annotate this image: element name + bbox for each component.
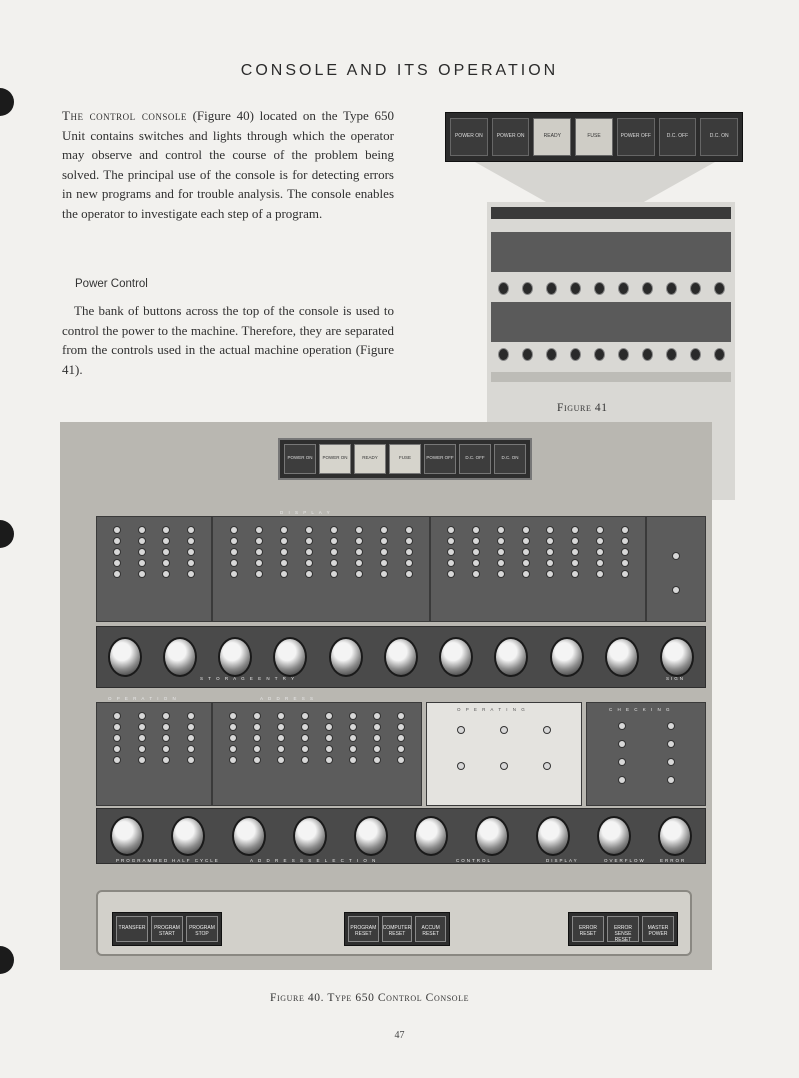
- indicator-light: [381, 549, 387, 555]
- indicator-light: [230, 735, 236, 741]
- indicator-light: [114, 757, 120, 763]
- console-key: ERROR RESET: [572, 916, 604, 942]
- indicator-light: [139, 527, 145, 533]
- indicator-light: [163, 757, 169, 763]
- indicator-light: [547, 527, 553, 533]
- indicator-light: [188, 538, 194, 544]
- indicator-light: [188, 724, 194, 730]
- console-key: D.C. OFF: [659, 118, 697, 156]
- indicator-light: [139, 713, 145, 719]
- indicator-light: [406, 571, 412, 577]
- indicator-light: [523, 527, 529, 533]
- intro-lead: The control console: [62, 108, 187, 123]
- power-button-bank: [445, 112, 743, 162]
- indicator-light: [139, 571, 145, 577]
- indicator-light: [381, 571, 387, 577]
- indicator-light: [406, 527, 412, 533]
- rotary-switch-knob: [232, 816, 266, 856]
- rotary-switch-knob: [273, 637, 307, 677]
- control-label: CONTROL: [456, 858, 493, 863]
- address-label: A D D R E S S: [260, 696, 316, 701]
- indicator-light: [326, 713, 332, 719]
- checking-lights-panel: [586, 702, 706, 806]
- indicator-light: [114, 538, 120, 544]
- rotary-switch-knob: [494, 637, 528, 677]
- display-knob-label: DISPLAY: [546, 858, 579, 863]
- indicator-light: [473, 538, 479, 544]
- display-lights-panel-right: [430, 516, 646, 622]
- indicator-light: [302, 713, 308, 719]
- indicator-light: [398, 735, 404, 741]
- indicator-light: [256, 527, 262, 533]
- indicator-light: [398, 724, 404, 730]
- indicator-light: [254, 713, 260, 719]
- indicator-light: [523, 549, 529, 555]
- indicator-light: [139, 724, 145, 730]
- program-control-keys: [112, 912, 222, 946]
- indicator-light: [114, 571, 120, 577]
- indicator-light: [398, 713, 404, 719]
- indicator-light: [326, 746, 332, 752]
- indicator-light: [230, 713, 236, 719]
- rotary-switch-knob: [475, 816, 509, 856]
- indicator-light: [501, 763, 507, 769]
- address-selection-switch-row: [96, 808, 706, 864]
- indicator-light: [544, 727, 550, 733]
- indicator-light: [306, 549, 312, 555]
- indicator-light: [622, 527, 628, 533]
- console-key: POWER OFF: [617, 118, 655, 156]
- address-selection-label: A D D R E S S S E L E C T I O N: [250, 858, 378, 863]
- console-key: TRANSFER: [116, 916, 148, 942]
- figure-41: [445, 112, 745, 392]
- indicator-light: [231, 538, 237, 544]
- indicator-light: [448, 538, 454, 544]
- indicator-light: [302, 757, 308, 763]
- indicator-light: [572, 538, 578, 544]
- indicator-light: [374, 735, 380, 741]
- console-key: READY: [354, 444, 386, 474]
- indicator-light: [254, 724, 260, 730]
- indicator-light: [597, 560, 603, 566]
- indicator-light: [306, 527, 312, 533]
- rotary-switch-knob: [536, 816, 570, 856]
- rotary-switch-knob: [354, 816, 388, 856]
- indicator-light: [306, 538, 312, 544]
- indicator-light: [278, 735, 284, 741]
- indicator-light: [523, 571, 529, 577]
- console-key: POWER ON: [319, 444, 351, 474]
- rotary-switch-knob: [171, 816, 205, 856]
- indicator-light: [326, 757, 332, 763]
- rotary-switch-knob: [414, 816, 448, 856]
- indicator-light: [356, 560, 362, 566]
- indicator-light: [230, 724, 236, 730]
- indicator-light: [163, 527, 169, 533]
- indicator-light: [114, 724, 120, 730]
- rotary-switch-knob: [384, 637, 418, 677]
- indicator-light: [350, 735, 356, 741]
- indicator-light: [572, 571, 578, 577]
- indicator-light: [331, 538, 337, 544]
- sign-lights-panel: [646, 516, 706, 622]
- indicator-light: [139, 735, 145, 741]
- operating-label: O P E R A T I N G: [457, 707, 527, 712]
- overflow-label: OVERFLOW: [604, 858, 646, 863]
- indicator-light: [278, 724, 284, 730]
- intro-paragraph: [62, 106, 394, 223]
- indicator-light: [406, 538, 412, 544]
- indicator-light: [188, 757, 194, 763]
- indicator-light: [523, 560, 529, 566]
- reset-keys: [344, 912, 450, 946]
- indicator-light: [188, 560, 194, 566]
- indicator-light: [256, 560, 262, 566]
- rotary-switch-knob: [660, 637, 694, 677]
- console-key: READY: [533, 118, 571, 156]
- indicator-light: [114, 735, 120, 741]
- indicator-light: [254, 746, 260, 752]
- indicator-light: [374, 724, 380, 730]
- rotary-switch-knob: [163, 637, 197, 677]
- indicator-light: [302, 724, 308, 730]
- indicator-light: [188, 746, 194, 752]
- console-key: D.C. ON: [494, 444, 526, 474]
- indicator-light: [139, 560, 145, 566]
- indicator-light: [163, 735, 169, 741]
- indicator-light: [597, 571, 603, 577]
- storage-entry-lights-panel: [96, 516, 212, 622]
- console-key: FUSE: [575, 118, 613, 156]
- console-key: COMPUTER RESET: [382, 916, 413, 942]
- indicator-light: [139, 757, 145, 763]
- indicator-light: [381, 527, 387, 533]
- indicator-light: [547, 549, 553, 555]
- indicator-light: [278, 746, 284, 752]
- operation-lights-panel: [96, 702, 212, 806]
- indicator-light: [350, 713, 356, 719]
- indicator-light: [547, 560, 553, 566]
- indicator-light: [458, 727, 464, 733]
- indicator-light: [356, 538, 362, 544]
- indicator-light: [281, 549, 287, 555]
- indicator-light: [231, 527, 237, 533]
- indicator-light: [668, 759, 674, 765]
- indicator-light: [622, 560, 628, 566]
- indicator-light: [622, 538, 628, 544]
- indicator-light: [114, 549, 120, 555]
- indicator-light: [114, 527, 120, 533]
- indicator-light: [619, 723, 625, 729]
- indicator-light: [114, 746, 120, 752]
- indicator-light: [188, 527, 194, 533]
- error-label: ERROR: [660, 858, 687, 863]
- indicator-light: [230, 757, 236, 763]
- indicator-light: [326, 724, 332, 730]
- storage-entry-label: S T O R A G E E N T R Y: [200, 676, 297, 681]
- address-lights-panel: [212, 702, 422, 806]
- indicator-light: [547, 571, 553, 577]
- indicator-light: [278, 713, 284, 719]
- indicator-light: [668, 741, 674, 747]
- indicator-light: [406, 549, 412, 555]
- console-key: MASTER POWER: [642, 916, 674, 942]
- indicator-light: [406, 560, 412, 566]
- figure-40-console-photo: [60, 422, 712, 970]
- indicator-light: [302, 735, 308, 741]
- programmed-label: PROGRAMMED: [116, 858, 170, 863]
- indicator-light: [302, 746, 308, 752]
- indicator-light: [458, 763, 464, 769]
- indicator-light: [398, 757, 404, 763]
- indicator-light: [331, 571, 337, 577]
- intro-text: (Figure 40) located on the Type 650 Unit contains switches and lights through which the operator may observe and control the course of the problem being solved. The principal use of the console is for detecting errors in new programs and for trouble analysis. The console enables the operator to investigate each step of a program.: [62, 108, 394, 221]
- figure-41-caption: Figure 41: [557, 402, 608, 414]
- indicator-light: [448, 571, 454, 577]
- half-cycle-label: HALF CYCLE: [172, 858, 220, 863]
- sign-label: SIGN: [666, 676, 686, 681]
- console-key: PROGRAM RESET: [348, 916, 379, 942]
- indicator-light: [231, 560, 237, 566]
- console-key: POWER ON: [492, 118, 530, 156]
- indicator-light: [350, 746, 356, 752]
- indicator-light: [163, 724, 169, 730]
- binder-hole: [0, 520, 14, 548]
- indicator-light: [622, 549, 628, 555]
- indicator-light: [448, 549, 454, 555]
- console-key: FUSE: [389, 444, 421, 474]
- rotary-switch-knob: [218, 637, 252, 677]
- indicator-light: [381, 538, 387, 544]
- rotary-switch-knob: [605, 637, 639, 677]
- indicator-light: [350, 757, 356, 763]
- indicator-light: [547, 538, 553, 544]
- indicator-light: [597, 527, 603, 533]
- rotary-switch-knob: [550, 637, 584, 677]
- indicator-light: [572, 560, 578, 566]
- indicator-light: [619, 759, 625, 765]
- indicator-light: [356, 549, 362, 555]
- indicator-light: [498, 527, 504, 533]
- indicator-light: [498, 560, 504, 566]
- indicator-light: [254, 735, 260, 741]
- indicator-light: [163, 560, 169, 566]
- indicator-light: [374, 746, 380, 752]
- indicator-light: [622, 571, 628, 577]
- indicator-light: [350, 724, 356, 730]
- rotary-switch-knob: [658, 816, 692, 856]
- indicator-light: [597, 538, 603, 544]
- indicator-light: [281, 527, 287, 533]
- indicator-light: [374, 757, 380, 763]
- operation-label: O P E R A T I O N: [108, 696, 178, 701]
- indicator-light: [254, 757, 260, 763]
- indicator-light: [498, 538, 504, 544]
- indicator-light: [256, 571, 262, 577]
- console-key: ERROR SENSE RESET: [607, 916, 639, 942]
- indicator-light: [498, 549, 504, 555]
- rotary-switch-knob: [329, 637, 363, 677]
- indicator-light: [139, 549, 145, 555]
- indicator-light: [278, 757, 284, 763]
- indicator-light: [597, 549, 603, 555]
- operating-lights-panel: [426, 702, 582, 806]
- indicator-light: [473, 571, 479, 577]
- binder-hole: [0, 88, 14, 116]
- section-heading: Power Control: [75, 278, 148, 290]
- zoom-cone: [465, 162, 725, 207]
- page-heading: CONSOLE AND ITS OPERATION: [240, 62, 559, 79]
- indicator-light: [114, 713, 120, 719]
- indicator-light: [188, 549, 194, 555]
- indicator-light: [572, 527, 578, 533]
- indicator-light: [281, 571, 287, 577]
- indicator-light: [619, 777, 625, 783]
- console-key: PROGRAM STOP: [186, 916, 218, 942]
- indicator-light: [523, 538, 529, 544]
- indicator-light: [163, 538, 169, 544]
- rotary-switch-knob: [597, 816, 631, 856]
- console-key: D.C. ON: [700, 118, 738, 156]
- indicator-light: [188, 571, 194, 577]
- indicator-light: [448, 527, 454, 533]
- checking-label: C H E C K I N G: [609, 707, 672, 712]
- indicator-light: [473, 527, 479, 533]
- display-label: D I S P L A Y: [280, 510, 332, 515]
- indicator-light: [356, 527, 362, 533]
- console-key: POWER ON: [284, 444, 316, 474]
- indicator-light: [163, 746, 169, 752]
- indicator-light: [473, 560, 479, 566]
- indicator-light: [381, 560, 387, 566]
- binder-hole: [0, 946, 14, 974]
- indicator-light: [230, 746, 236, 752]
- indicator-light: [331, 549, 337, 555]
- console-key: ACCUM RESET: [415, 916, 446, 942]
- rotary-switch-knob: [108, 637, 142, 677]
- storage-entry-switch-row: [96, 626, 706, 688]
- indicator-light: [501, 727, 507, 733]
- indicator-light: [163, 713, 169, 719]
- indicator-light: [281, 560, 287, 566]
- section-paragraph: The bank of buttons across the top of the console is used to control the power to the machine. Therefore, they are separated from the controls used in the actual machine operation (Figure 41).: [62, 303, 394, 377]
- indicator-light: [231, 549, 237, 555]
- console-key: D.C. OFF: [459, 444, 491, 474]
- display-lights-panel: [212, 516, 430, 622]
- indicator-light: [306, 571, 312, 577]
- console-power-button-bank: [278, 438, 532, 480]
- page-number: 47: [394, 1030, 405, 1041]
- indicator-light: [231, 571, 237, 577]
- indicator-light: [398, 746, 404, 752]
- indicator-light: [331, 527, 337, 533]
- indicator-light: [163, 571, 169, 577]
- indicator-light: [326, 735, 332, 741]
- indicator-light: [163, 549, 169, 555]
- indicator-light: [668, 777, 674, 783]
- figure-40-caption: Figure 40. Type 650 Control Console: [270, 992, 470, 1004]
- indicator-light: [256, 549, 262, 555]
- error-reset-keys: [568, 912, 678, 946]
- indicator-light: [114, 560, 120, 566]
- indicator-light: [498, 571, 504, 577]
- indicator-light: [544, 763, 550, 769]
- indicator-light: [356, 571, 362, 577]
- indicator-light: [281, 538, 287, 544]
- console-key: PROGRAM START: [151, 916, 183, 942]
- indicator-light: [306, 560, 312, 566]
- indicator-light: [448, 560, 454, 566]
- indicator-light: [139, 746, 145, 752]
- indicator-light: [473, 549, 479, 555]
- indicator-light: [668, 723, 674, 729]
- console-key: POWER OFF: [424, 444, 456, 474]
- rotary-switch-knob: [110, 816, 144, 856]
- rotary-switch-knob: [439, 637, 473, 677]
- indicator-light: [188, 735, 194, 741]
- indicator-light: [572, 549, 578, 555]
- operator-key-rail: [96, 890, 692, 956]
- indicator-light: [256, 538, 262, 544]
- indicator-light: [374, 713, 380, 719]
- rotary-switch-knob: [293, 816, 327, 856]
- indicator-light: [188, 713, 194, 719]
- console-key: POWER ON: [450, 118, 488, 156]
- indicator-light: [619, 741, 625, 747]
- indicator-light: [331, 560, 337, 566]
- indicator-light: [139, 538, 145, 544]
